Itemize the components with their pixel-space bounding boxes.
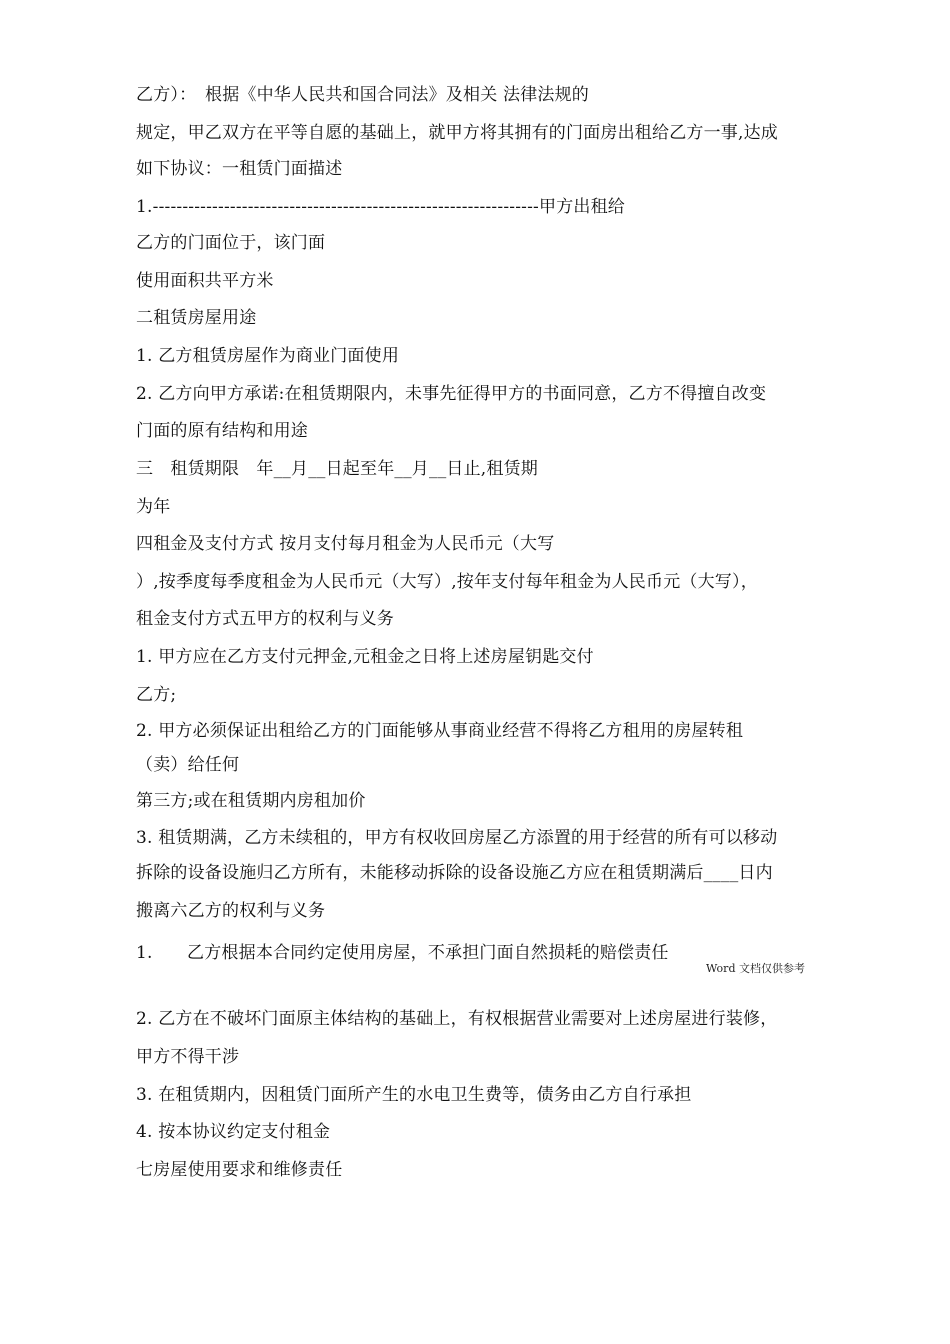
text-line: 1. 甲方应在乙方支付元押金,元租金之日将上述房屋钥匙交付 — [136, 647, 594, 667]
text-line: 2. 乙方向甲方承诺:在租赁期限内，未事先征得甲方的书面同意，乙方不得擅自改变 — [136, 384, 767, 404]
text-line: ）,按季度每季度租金为人民币元（大写）,按年支付每年租金为人民币元（大写）， — [136, 572, 758, 592]
text-line: 四租金及支付方式 按月支付每月租金为人民币元（大写 — [136, 534, 555, 554]
text-line: 3. 租赁期满，乙方未续租的，甲方有权收回房屋乙方添置的用于经营的所有可以移动 — [136, 828, 778, 848]
text-line: 租金支付方式五甲方的权利与义务 — [136, 609, 394, 629]
text-line: 门面的原有结构和用途 — [136, 421, 308, 441]
text-line: 2. 乙方在不破坏门面原主体结构的基础上，有权根据营业需要对上述房屋进行装修， — [136, 1009, 778, 1029]
text-line: 1. 乙方根据本合同约定使用房屋，不承担门面自然损耗的赔偿责任 — [136, 943, 669, 963]
text-line: 拆除的设备设施归乙方所有，未能移动拆除的设备设施乙方应在租赁期满后____日内 — [136, 863, 773, 883]
text-line: （卖）给任何 — [136, 755, 240, 775]
page-footer-note: Word 文档仅供参考 — [706, 962, 805, 975]
text-line: 4. 按本协议约定支付租金 — [136, 1122, 331, 1142]
text-line: 二租赁房屋用途 — [136, 308, 257, 328]
text-line: 第三方;或在租赁期内房租加价 — [136, 791, 366, 811]
text-line: 乙方的门面位于，该门面 — [136, 233, 326, 253]
text-line: 1. 乙方租赁房屋作为商业门面使用 — [136, 346, 400, 366]
text-line: 为年 — [136, 497, 171, 517]
text-line: 3. 在租赁期内，因租赁门面所产生的水电卫生费等，债务由乙方自行承担 — [136, 1085, 692, 1105]
text-line: 搬离六乙方的权利与义务 — [136, 901, 326, 921]
text-line: 甲方不得干涉 — [136, 1047, 240, 1067]
text-line: 乙方; — [136, 685, 177, 705]
text-line: 如下协议：一租赁门面描述 — [136, 159, 343, 179]
text-line: 乙方）： 根据《中华人民共和国合同法》及相关 法律法规的 — [136, 85, 590, 105]
text-line: 1.-----------------------------------------------------------------甲方出租给 — [136, 197, 625, 217]
text-line: 七房屋使用要求和维修责任 — [136, 1160, 343, 1180]
text-line: 规定，甲乙双方在平等自愿的基础上，就甲方将其拥有的门面房出租给乙方一事,达成 — [136, 123, 779, 143]
text-line: 三 租赁期限 年__月__日起至年__月__日止,租赁期 — [136, 459, 539, 479]
text-line: 使用面积共平方米 — [136, 271, 274, 291]
text-line: 2. 甲方必须保证出租给乙方的门面能够从事商业经营不得将乙方租用的房屋转租 — [136, 721, 744, 741]
